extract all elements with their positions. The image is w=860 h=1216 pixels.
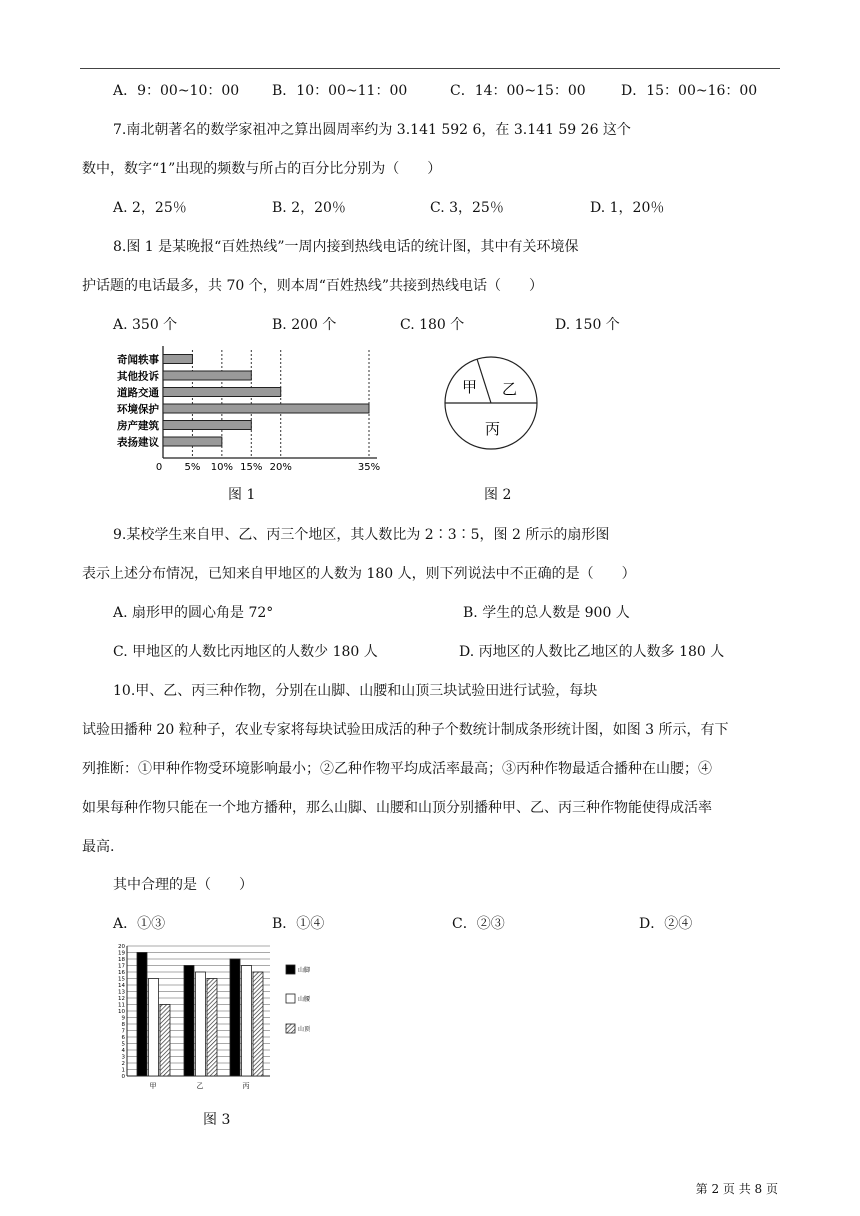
y-tick-label: 18 — [118, 957, 125, 963]
q10-option-b: B．①④ — [272, 916, 325, 932]
bar — [184, 966, 194, 1077]
tick-label: 35% — [357, 462, 381, 473]
category-label: 环境保护 — [117, 403, 159, 416]
figure-3-bar-chart — [112, 940, 367, 1095]
category-label: 房产建筑 — [117, 420, 159, 432]
bar — [160, 1005, 170, 1077]
y-tick-label: 13 — [118, 989, 125, 996]
pie-divider — [477, 359, 491, 403]
y-tick-label: 9 — [121, 1015, 125, 1022]
pie-label-yi: 乙 — [502, 380, 518, 398]
y-tick-label: 0 — [121, 1074, 125, 1080]
q10-option-c: C．②③ — [452, 916, 505, 932]
bar — [137, 953, 147, 1077]
y-tick-label: 4 — [121, 1048, 125, 1054]
q8-option-c: C. 180 个 — [400, 317, 465, 333]
q6-option-c: C．14：00~15：00 — [450, 83, 586, 99]
category-label: 表扬建议 — [117, 436, 159, 449]
legend-swatch — [286, 965, 295, 974]
q10-line3: 列推断：①甲种作物受环境影响最小；②乙种作物平均成活率最高；③丙种作物最适合播种在山腰；④ — [82, 761, 712, 777]
y-tick-label: 12 — [118, 996, 125, 1002]
q9-line2: 表示上述分布情况，已知来自甲地区的人数为 180 人，则下列说法中不正确的是（ ） — [82, 566, 636, 582]
y-tick-label: 2 — [121, 1061, 125, 1067]
legend-label: 山顶 — [298, 1026, 311, 1033]
q7-option-d: D. 1，20％ — [590, 200, 665, 216]
category-label: 奇闻轶事 — [117, 354, 159, 366]
q8-line2: 护话题的电话最多，共 70 个，则本周“百姓热线”共接到热线电话（ ） — [82, 278, 544, 294]
bar — [149, 979, 159, 1077]
category-label: 道路交通 — [117, 387, 159, 399]
q7-line1: 7.南北朝著名的数学家祖冲之算出圆周率约为 3.141 592 6，在 3.141 59 26 这个 — [113, 122, 631, 138]
bar — [163, 437, 222, 446]
y-tick-label: 6 — [121, 1035, 125, 1041]
x-tick-label: 丙 — [242, 1082, 250, 1090]
q7-option-c: C. 3，25％ — [430, 200, 504, 216]
q9-option-d: D. 丙地区的人数比乙地区的人数多 180 人 — [459, 644, 725, 660]
q9-line1: 9.某校学生来自甲、乙、丙三个地区，其人数比为 2∶3∶5，图 2 所示的扇形图 — [113, 527, 610, 543]
q10-line1: 10.甲、乙、丙三种作物，分别在山脚、山腰和山顶三块试验田进行试验，每块 — [113, 683, 598, 699]
legend-label: 山腰 — [298, 996, 311, 1003]
bar — [163, 404, 369, 413]
tick-label: 0 — [155, 462, 163, 473]
tick-label: 10% — [210, 462, 233, 473]
q10-prompt: 其中合理的是（ ） — [113, 877, 253, 893]
header-rule — [80, 68, 780, 69]
bar — [207, 979, 217, 1077]
tick-label: 5% — [184, 462, 201, 473]
x-tick-label: 甲 — [149, 1082, 157, 1090]
legend-swatch — [286, 994, 295, 1003]
pie-label-bing: 丙 — [485, 420, 501, 438]
legend-swatch — [286, 1024, 295, 1033]
tick-label: 15% — [240, 462, 263, 473]
x-tick-label: 乙 — [196, 1082, 204, 1090]
y-tick-label: 17 — [118, 963, 125, 970]
figure-2-caption: 图 2 — [484, 487, 512, 503]
q8-line1: 8.图 1 是某晚报“百姓热线”一周内接到热线电话的统计图，其中有关环境保 — [113, 239, 579, 255]
y-tick-label: 14 — [118, 983, 125, 989]
q10-line5: 最高. — [82, 839, 115, 855]
q7-option-a: A. 2，25％ — [113, 200, 187, 216]
q10-line2: 试验田播种 20 粒种子，农业专家将每块试验田成活的种子个数统计制成条形统计图，如图 3 所示，有下 — [82, 722, 729, 738]
y-tick-label: 20 — [118, 944, 125, 950]
y-tick-label: 3 — [121, 1054, 125, 1061]
q7-option-b: B. 2，20％ — [272, 200, 346, 216]
q10-option-d: D．②④ — [639, 916, 693, 932]
figure-3-caption: 图 3 — [203, 1112, 231, 1128]
bar — [163, 388, 281, 397]
y-tick-label: 7 — [121, 1028, 125, 1035]
bar — [163, 355, 192, 364]
q9-option-c: C. 甲地区的人数比丙地区的人数少 180 人 — [113, 644, 378, 660]
y-tick-label: 10 — [118, 1009, 125, 1015]
y-tick-label: 5 — [121, 1041, 125, 1048]
q8-option-a: A. 350 个 — [113, 317, 178, 333]
figure-2-pie-chart — [440, 352, 545, 457]
q10-option-a: A．①③ — [113, 916, 166, 932]
pie-label-jia: 甲 — [462, 378, 478, 396]
y-tick-label: 16 — [118, 970, 125, 976]
bar — [163, 421, 251, 430]
figure-1-bar-chart — [105, 342, 390, 474]
q8-option-b: B. 200 个 — [272, 317, 337, 333]
q6-option-d: D．15：00~16：00 — [621, 83, 758, 99]
figure-1-caption: 图 1 — [228, 487, 256, 503]
y-tick-label: 8 — [121, 1022, 125, 1028]
y-tick-label: 11 — [118, 1002, 125, 1009]
legend-label: 山脚 — [298, 967, 311, 974]
bar — [196, 972, 206, 1076]
category-label: 其他投诉 — [117, 370, 159, 383]
y-tick-label: 15 — [118, 976, 125, 983]
q7-line2: 数中，数字“1”出现的频数与所占的百分比分别为（ ） — [82, 161, 442, 177]
q9-option-b: B. 学生的总人数是 900 人 — [463, 605, 630, 621]
bar — [230, 959, 240, 1076]
bar — [163, 371, 251, 380]
y-tick-label: 19 — [118, 950, 125, 957]
q6-option-a: A．9：00~10：00 — [113, 83, 240, 99]
y-tick-label: 1 — [121, 1067, 125, 1074]
bar — [253, 972, 263, 1076]
tick-label: 20% — [269, 462, 292, 473]
bar — [242, 966, 252, 1077]
q8-option-d: D. 150 个 — [555, 317, 620, 333]
q10-line4: 如果每种作物只能在一个地方播种，那么山脚、山腰和山顶分别播种甲、乙、丙三种作物能使得成活率 — [82, 800, 712, 816]
q9-option-a: A. 扇形甲的圆心角是 72° — [113, 605, 274, 621]
q6-option-b: B．10：00~11：00 — [272, 83, 408, 99]
page-footer: 第 2 页 共 8 页 — [695, 1182, 778, 1196]
